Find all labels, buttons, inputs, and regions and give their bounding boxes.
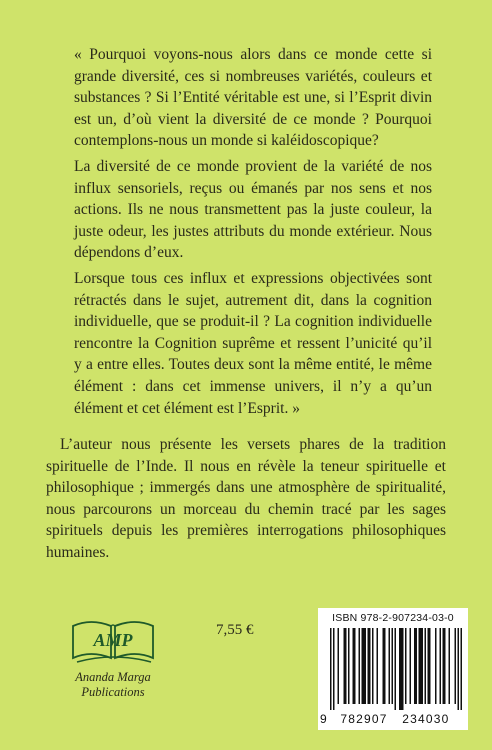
barcode-bar — [338, 628, 340, 704]
barcode-bar — [455, 628, 457, 704]
barcode-box — [318, 608, 468, 730]
barcode-bar — [419, 628, 424, 704]
publisher-logo-letters: AMP — [93, 630, 133, 650]
quote-paragraph-1: « Pourquoi voyons-nous alors dans ce monde cette si grande diversité, ces si nombreuses variétés, couleurs et substances ? Si l’Entité véritable est une, si l’Esprit divin est un, d’où vient la diversité de ce monde ? Pourquoi contemplons-nous un monde si kaléidoscopique? — [74, 46, 432, 150]
quote-block — [74, 44, 432, 423]
barcode-bar — [443, 628, 446, 704]
barcode-bar — [458, 628, 460, 710]
description-paragraph: L’auteur nous présente les versets phares de la tradition spirituelle de l’Inde. Il nous en révèle la teneur spirituelle et philosophique ; immergés dans une atmosphère de spiritualité, nous parcourons un morceau du chemin tracé par les sages spirituels depuis les premières interrogations philosophiques humaines. — [46, 436, 446, 561]
barcode-bar — [435, 628, 437, 704]
barcode-bar — [359, 628, 361, 704]
barcode-bar — [368, 628, 371, 704]
barcode-bar — [414, 628, 417, 704]
barcode-bar — [425, 628, 427, 704]
barcode-bar — [461, 628, 463, 710]
barcode-bar — [440, 628, 442, 704]
barcode-bar — [344, 628, 347, 704]
publisher-name-line2: Publications — [81, 685, 145, 699]
isbn-label: ISBN 978-2-907234-03-0 — [332, 612, 454, 624]
price: 7,55 € — [216, 622, 254, 638]
book-description — [46, 434, 446, 564]
barcode-bar — [383, 628, 386, 704]
barcode-bar — [392, 628, 394, 704]
quote-paragraph-2: La diversité de ce monde provient de la variété de nos influx sensoriels, reçus ou émanés par nos sens et nos actions. Ils ne nous transmettent pas la juste couleur, la juste odeur, les justes attributs du monde extérieur. Nous dépendons d’eux. — [74, 157, 432, 262]
barcode-bar — [362, 628, 367, 704]
publisher-block — [58, 612, 168, 700]
barcode-digits — [320, 712, 466, 726]
barcode-bar — [353, 628, 356, 704]
barcode-right-digits: 234030 — [402, 712, 450, 726]
barcode-bar — [410, 628, 412, 704]
barcode-bar — [428, 628, 431, 704]
barcode-bar — [333, 628, 335, 710]
barcode-bar — [449, 628, 451, 704]
barcode-bar — [399, 628, 404, 710]
barcode-bar — [348, 628, 350, 704]
barcode-left-digits: 782907 — [340, 712, 388, 726]
barcode-bar — [377, 628, 379, 704]
publisher-name-line1: Ananda Marga — [75, 670, 151, 684]
barcode-bar — [330, 628, 332, 710]
barcode-bar — [405, 628, 407, 704]
barcode-first-digit: 9 — [320, 712, 328, 726]
quote-paragraph-3: Lorsque tous ces influx et expressions objectivées sont rétractés dans le sujet, autrement dit, dans la cognition individuelle, que se produit-il ? La cognition individuelle rencontre la Cognition suprême et ressent l’unicité qu’il y a entre elles. Toutes deux sont la même entité, le même élément : dans cet immense univers, il n’y a qu’un élément et cet élément est l’Esprit. » — [74, 269, 432, 417]
barcode-bar — [372, 628, 374, 704]
publisher-logo-icon — [67, 612, 159, 670]
barcode-bars — [324, 628, 462, 710]
barcode-bar — [389, 628, 391, 704]
barcode-bar — [395, 628, 397, 710]
